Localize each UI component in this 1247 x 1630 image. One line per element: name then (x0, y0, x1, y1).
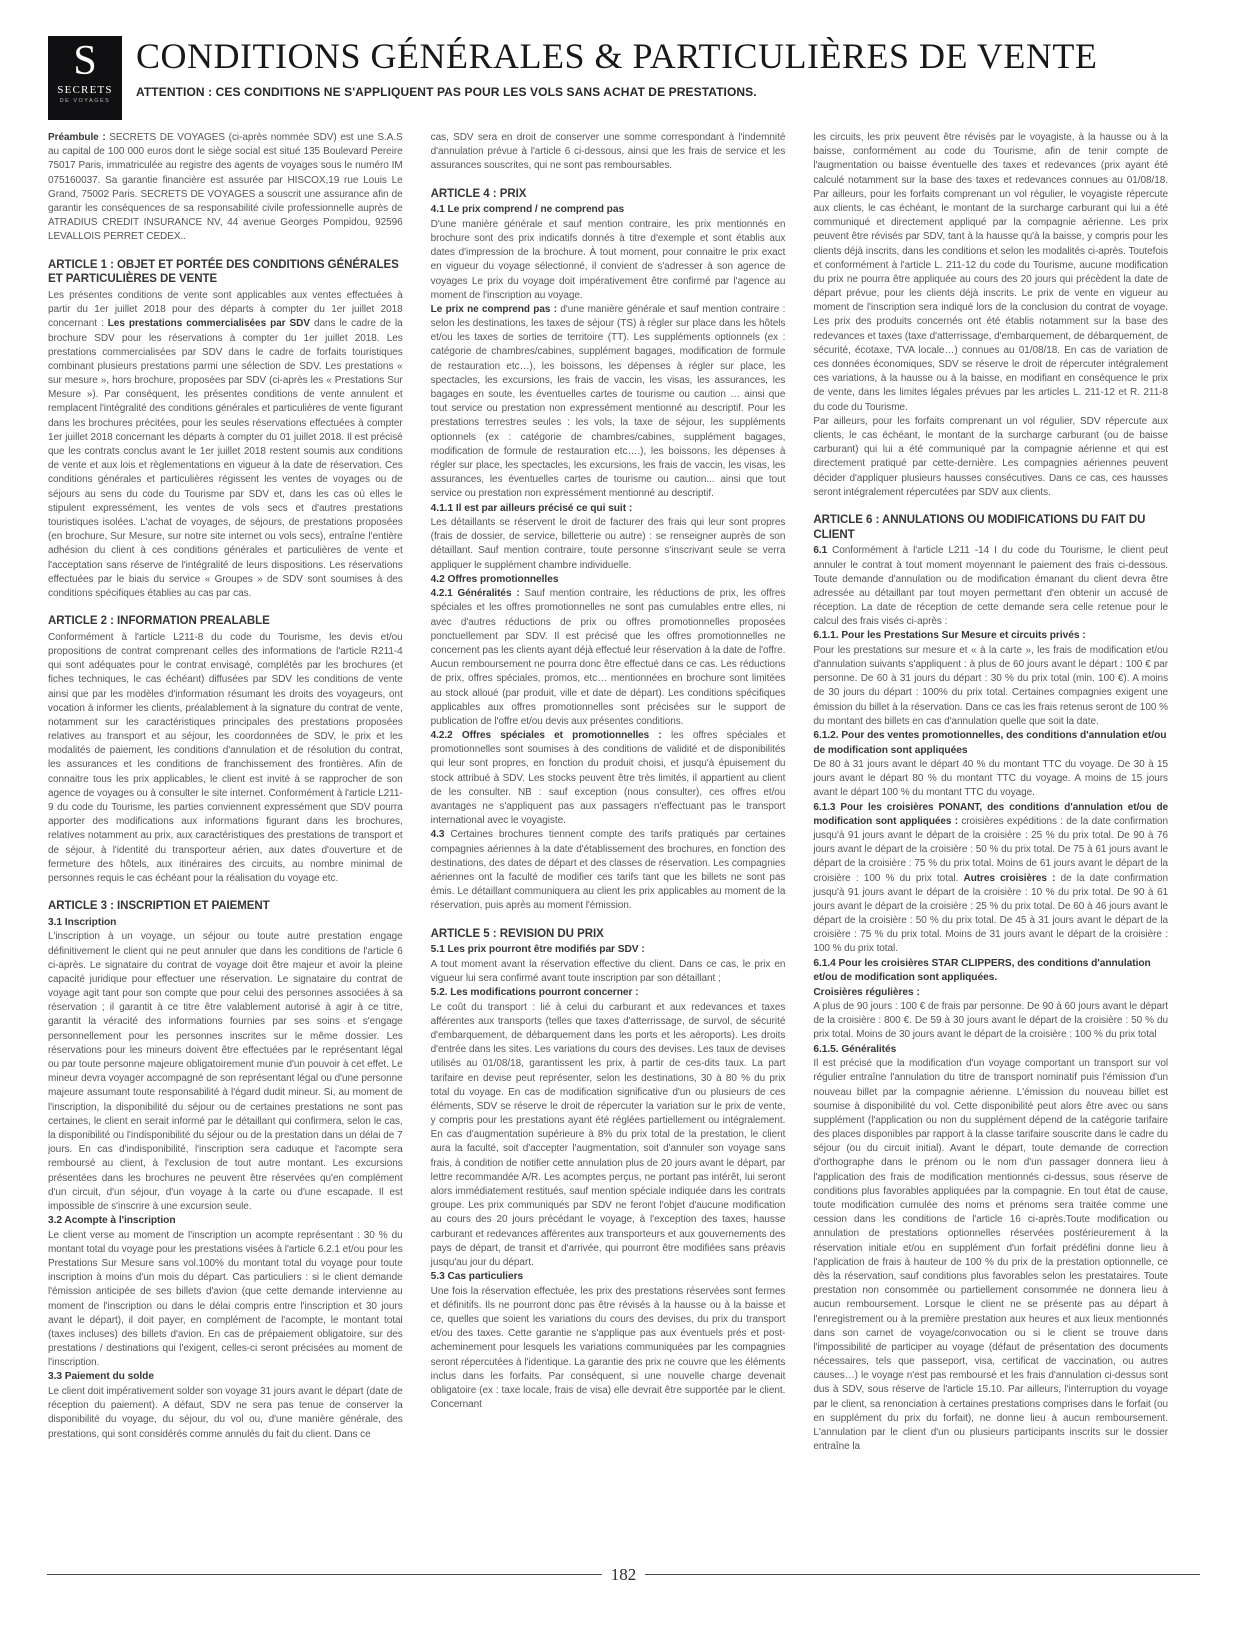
text-run: Croisières régulières : (813, 986, 920, 998)
page-header (48, 36, 1207, 120)
text-run: ARTICLE 2 : INFORMATION PREALABLE (48, 615, 270, 628)
text-run: 5.1 Les prix pourront être modifiés par SDV : (430, 944, 645, 956)
sub-heading (813, 1043, 1168, 1057)
sub-heading (431, 1270, 786, 1284)
bold-text-run: Préambule : (48, 132, 110, 143)
text-run: 6.1.5. Généralités (813, 1043, 897, 1055)
sub-heading (813, 986, 1168, 1000)
page-title: CONDITIONS GÉNÉRALES & PARTICULIÈRES DE VENTE (136, 36, 1098, 76)
article-heading (813, 513, 1168, 542)
paragraph (431, 303, 786, 502)
bold-text-run: 6.1 (813, 545, 833, 557)
text-run: Il est précisé que la modification d'un voyage comportant un transport sur vol régulier entraîne l'annulation du titre de transport nominatif puis l'émission d'un nouveau billet par la compagnie aérienne. L'émission du nouveau billet est soumise à disponibilité du vol. Cette disponibilité peut alors être avec ou sans supplément (l'application ou non du supplément dépend de la catégorie tarifaire des places disponibles par rapport à la classe tarifaire souscrite dans le cadre du séjour (ou du circuit initial). Avant le départ, toute demande de correction d'orthographe dans le prénom ou le nom d'un passager donnera lieu à l'application des frais de modification mentionnés ci-dessus, sous réserve de conditions plus favorables appliquées par la compagnie. En tout état de cause, toute modification cumulée des noms et prénoms sera traitée comme une cession dans les conditions de l'article 16 ci-après.Toute modification ou annulation de prestations optionnelles réservées postérieurement à la réservation initiale et/ou en supplément d'un forfait prédéfini donne lieu à l'application de frais à hauteur de 100 % du prix de la prestation optionnelle, ce dès la réservation, sauf conditions plus favorables selon les prestataires. Toute prestation non consommée ou partiellement consommée ne donnera lieu à aucun remboursement. Lorsque le client ne se présente pas au départ à l'enregistrement ou à la première prestation aux heures et aux lieux mentionnés dans son carnet de voyage/convocation ou si le client se trouve dans l'impossibilité de participer au voyage (défaut de présentation des documents nécessaires, tels que passeport, visa, certificat de vaccination, ou autres causes…) le voyage n'est pas remboursé et les frais d'annulation ci-dessus sont dus à SDV, sous réserve de l'article 15.10. Par ailleurs, l'interruption du voyage par le client, sa renonciation à certaines prestations comprises dans le forfait (ou en supplément du prix du forfait), ne donne lieu à aucun remboursement. L'annulation par le client d'un ou plusieurs participants inscrits sur le dossier entraîne la (813, 1058, 1168, 1453)
text-run: Par ailleurs, pour les forfaits comprenant un vol régulier, SDV répercute aux clients, le cas échéant, le montant de la surcharge carburant (ou de baisse carburant) qui lui a été communiqué par la compagnie aérienne et qui est directement pratiqué par cette-dernière. Les compagnies aériennes peuvent décider d'appliquer plusieurs hausses consécutives. Dans ce cas, ces hausses seront intégralement répercutées par SDV aux clients. (813, 415, 1168, 498)
logo-brand-subtitle: DE VOYAGES (59, 98, 111, 104)
text-run: 4.1.1 Il est par ailleurs précisé ce qui suit : (430, 502, 633, 514)
text-run: A plus de 90 jours : 100 € de frais par personne. De 90 à 60 jours avant le départ de la croisière : 800 €. De 59 à 30 jours avant le départ de la croisière : 50 % du prix total. Moins de 30 jours avant le départ de la croisière : 100 % du prix total (813, 1001, 1168, 1041)
text-run: Une fois la réservation effectuée, les prix des prestations réservées sont fermes et définitifs. Ils ne pourront donc pas être révisés à la hausse ou à la baisse et ce, quelles que soient les variations du cours des devises, du prix du transport et/ou des taxes. Cette garantie ne s'applique pas aux éventuels prés et post-acheminement pour lesquels les variations communiquées par les compagnies seront répercutées à l'identique. La garantie des prix ne couvre que les éléments inclus dans les forfaits. Par conséquent, si une nouvelle charge devenait obligatoire (ex : taxe locale, frais de visa) elle devrait être supportée par le client. Concernant (430, 1285, 786, 1411)
bold-text-run: 4.3 (430, 829, 451, 841)
sub-heading (813, 629, 1168, 643)
text-run: 6.1.4 Pour les croisières STAR CLIPPERS, des conditions d'annulation et/ou de modification sont appliquées. (813, 957, 1151, 984)
page-footer (47, 1566, 1200, 1583)
text-run: 6.1.1. Pour les Prestations Sur Mesure et circuits privés : (813, 630, 1086, 642)
text-run: 3.3 Paiement du solde (48, 1371, 154, 1383)
text-run: 3.2 Acompte à l'inscription (48, 1215, 176, 1227)
text-run: 3.1 Inscription (48, 916, 117, 928)
paragraph (431, 958, 786, 986)
text-run: d'une manière générale et sauf mention contraire : selon les destinations, les taxes de séjour (TS) à régler sur place dans les hôtels et/ou les taxes de sorties de territoire (TT). Les suppléments optionnels (ex : catégorie de chambres/cabines, supplément bagages, modification de formule de restauration etc…), les boissons, les dépenses à régler sur place, les spectacles, les excursions, les frais de vaccin, les visas, les assurances, les bagages en soute, les éventuelles cartes de tourisme ou caution … ainsi que tout service ou prestation non expressément mentionné au descriptif. Pour les prestations terrestres seules : les vols, la taxe de séjour, les suppléments optionnels (ex : catégorie de chambres/cabines, supplément bagages, modification de formule de restauration etc….), les boissons, les dépenses à régler sur place, les spectacles, les excursions, les frais de vaccin, les visas, les assurances, les éventuelles cartes de tourisme ou caution... ainsi que tout service ou prestation non expressément mentionné au descriptif. (430, 303, 786, 500)
paragraph (431, 587, 786, 729)
text-run: A tout moment avant la réservation effective du client. Dans ce cas, le prix en vigueur lui sera confirmé avant toute inscription par son détaillant ; (430, 958, 786, 984)
article-heading (48, 899, 403, 914)
text-run: Conformément à l'article L211 -14 I du code du Tourisme, le client peut annuler le contrat à tout moment moyennant le paiement des frais ci-dessous. Toute demande d'annulation ou de modification émanant du client devra être adressée au détaillant par tout moyen permettant d'en obtenir un accusé de réception. La date de réception de cette demande sera celle retenue pour le calcul des frais visés ci-après : (813, 545, 1168, 628)
text-run: Le client verse au moment de l'inscription un acompte représentant : 30 % du montant total du voyage pour les prestations visées à l'article 6.2.1 et/ou pour les Prestations Sur Mesure sans vol.100% du montant total du voyage pour toute inscription à moins d'un mois du départ. Cas particuliers : si le client demande l'émission anticipée de ses billets d'avion (que cette demande intervienne au moment de l'inscription ou dans le délai compris entre l'inscription et 30 jours avant le départ), il doit payer, en complément de l'acompte, le montant total (taxes incluses) des billets d'avion. En cas de prépaiement obligatoire, sur des prestations / destinations qui l'exigent, celles-ci seront précisées au moment de l'inscription. (48, 1229, 403, 1369)
page-number: 182 (610, 1565, 637, 1584)
text-run: 6.1.2. Pour des ventes promotionnelles, des conditions d'annulation et/ou de modification sont appliquées (813, 730, 1167, 756)
bold-text-run: Les prestations commercialisées par SDV (107, 318, 310, 330)
paragraph (48, 1385, 403, 1442)
article-heading (48, 258, 403, 287)
attention-notice: ATTENTION : CES CONDITIONS NE S'APPLIQUENT PAS POUR LES VOLS SANS ACHAT DE PRESTATIONS. (136, 85, 757, 99)
logo-brand-name: SECRETS (57, 84, 113, 96)
text-run: L'inscription à un voyage, un séjour ou toute autre prestation engage définitivement le client qui ne peut annuler que dans les conditions de l'article 6 ci-après. Le signataire du contrat de voyage doit être majeur et avoir la pleine capacité juridique pour effectuer une réservation. Le signataire du contrat de voyage agit tant pour son compte que pour celui des personnes associées à sa réservation ; il garantit à ce titre être valablement autorisé à agir à ce titre, garantit la véracité des informations fournies par ses soins et s'engage personnellement pour les personnes inscrites sur le même dossier. Les réservations pour les mineurs doivent être effectuées par le représentant légal ou par toute personne majeure obligatoirement munie d'un pouvoir à cet effet. Le mineur devra voyager accompagné de son représentant légal ou d'une personne majeure assumant toute responsabilité à l'égard dudit mineur. Si, au moment de l'inscription, la disponibilité du séjour ou de certaines prestations ne sont pas certaines, le client en serait informé par le détaillant qui confirmera, selon le cas, la disponibilité ou l'indisponibilité du séjour ou de la prestation dans un délai de 7 jours. En cas d'indisponibilité, l'inscription sera caduque et l'acompte sera remboursé au client, à l'exclusion de tout autre montant. Les excursions présentées dans les brochures ne peuvent être réservées qu'en complément d'un circuit, d'un séjour, d'un voyage à la carte ou d'une escapade. Il est impossible de s'inscrire à une excursion seule. (48, 931, 403, 1212)
text-run: Conformément à l'article L211-8 du code du Tourisme, les devis et/ou propositions de contrat comprenant celles des informations de l'article R211-4 qui sont adéquates pour le contrat envisagé, complétés par les brochures (et fiches techniques, le cas échéant) diffusées par SDV les conditions de vente ainsi que par les modèles d'information résumant les droits des voyageurs, ont vocation à informer les clients, préalablement à la signature du contrat de vente, notamment sur les caractéristiques principales des prestations proposées relatives au transport et au séjour, les coordonnées de SDV, le prix et les modalités de paiement, les conditions d'annulation et de résolution du contrat, les assurances et les conditions de franchissement des frontières. Afin de connaitre tous les prix applicables, le client est invité à se rapprocher de son agence de voyages ou à consulter le site internet. Conformément à l'article L211-9 du code du Tourisme, les parties conviennent expressément que SDV pourra apporter des modifications aux informations figurant dans les brochures, relatives notamment au prix, aux caractéristiques des prestations de transport et de séjour, à l'identité du transporteur aérien, aux dates d'ouverture et de fermeture des hôtels, aux itinéraires des circuits, au nombre minimal de personnes requis le cas échéant pour la réalisation du voyage etc. (48, 631, 403, 884)
article-heading (431, 927, 786, 942)
sub-heading (431, 986, 786, 1000)
paragraph (813, 801, 1168, 957)
text-run: Le client doit impérativement solder son voyage 31 jours avant le départ (date de réception du paiement). A défaut, SDV ne sera pas tenue de conserver la disponibilité du voyage, du séjour, du vol ou, d'une manière générale, des prestations, qui sont considérés comme annulés du fait du client. Dans ce (48, 1385, 403, 1440)
logo-s-glyph: S (73, 38, 97, 84)
text-run: SECRETS DE VOYAGES (ci-après nommée SDV) est une S.A.S au capital de 100 000 euros dont le siège social est situé 135 Boulevard Pereire 75017 Paris, immatriculée au registre des agents de voyages sous le numéro IM 075160037. Sa garantie financière est assurée par HISCOX,19 rue Louis Le Grand, 75002 Paris. SECRETS DE VOYAGES a souscrit une assurance afin de garantir les conséquences de sa responsabilité civile professionnelle auprès de ATRADIUS CREDIT INSURANCE NV, 44 avenue Georges Pompidou, 92596 LEVALLOIS PERRET CEDEX.. (48, 132, 403, 243)
paragraph (431, 828, 786, 913)
text-run: ARTICLE 4 : PRIX (430, 187, 527, 200)
sub-heading (431, 573, 786, 587)
text-run: ARTICLE 5 : REVISION DU PRIX (430, 927, 604, 940)
sub-heading (813, 729, 1168, 758)
bold-text-run: 6.1.3 Pour les croisières PONANT, des conditions d'annulation et/ou de modification sont appliquées : (813, 801, 1168, 827)
bold-text-run: 4.2.2 Offres spéciales et promotionnelles : (430, 730, 671, 742)
footer-rule-left (47, 1574, 602, 1575)
text-run: D'une manière générale et sauf mention contraire, les prix mentionnés en brochure sont des prix indicatifs donnés à titre d'exemple et sont établis aux dates d'impression de la brochure. À tout moment, pour connaitre le prix exact en vigueur du voyage sélectionné, il convient de s'adresser à son agence de voyages Le prix du voyage doit impérativement être confirmé par l'agence au moment de l'inscription au voyage. (430, 218, 786, 301)
paragraph (431, 131, 786, 174)
text-run: dans le cadre de la brochure SDV pour les réservations à compter du 1er juillet 2018. Les prestations commercialisées par SDV dans le cadre de forfaits touristiques combinant plusieurs prestations parmi une sélection de SDV. Les prestations « sur mesure », hors brochure, proposées par SDV (ci-après les « Prestations Sur Mesure »). Par conséquent, les présentes conditions de vente annulent et remplacent l'intégralité des conditions générales et particulières de vente figurant dans les brochures précitées, pour les seules réservations effectuées à compter 1er juillet 2018 concernant les départs à compter du 01 juillet 2018. Il est précisé que les contrats conclus avant le 1er juillet 2018 restent soumis aux conditions de vente et aux lois et règlementations en vigueur à la date de réservation. Ces conditions générales et particulières régissent les ventes de voyages ou de séjours au sens du code du Tourisme par SDV et, dans les cas où elles le stipulent expressément, les ventes de vols secs et d'autres prestations touristiques isolées. L'achat de voyages, de séjours, de prestations proposées (en brochure, Sur Mesure, sur notre site internet ou vols secs), entraîne l'entière adhésion du client à ces conditions générales et particulières de vente et l'acceptation sans réserve de l'intégralité de leurs dispositions. Les réservations effectuées par le biais du service « Groupes » de SDV sont soumises à des conditions spécifiques établies au cas par cas. (48, 318, 403, 599)
paragraph (431, 1001, 786, 1271)
paragraph (48, 1229, 403, 1371)
paragraph (431, 729, 786, 828)
text-column-3 (813, 131, 1168, 1556)
text-run: de la date confirmation jusqu'à 91 jours avant le départ de la croisière : 10 % du prix total. De 90 à 61 jours avant le départ de la croisière : 25 % du prix total. De 60 à 46 jours avant le départ de la croisière : 50 % du prix total. De 45 à 31 jours avant le départ de la croisière : 75 % du prix total. Moins de 31 jours avant le départ de la croisière : 100 % du prix total. (813, 872, 1168, 955)
text-run: les offres spéciales et promotionnelles sont soumises à des conditions de validité et de disponibilités qui leur sont propres, en fonction du produit choisi, et jusqu'à épuisement du stock attribué à SDV. Les stocks peuvent être très limités, il appartient au client de les consulter. NB : sauf exception (nous consulter), ces offres et/ou avantages ne s'appliquent pas aux passagers n'effectuant pas le transport international avec le voyagiste. (430, 730, 786, 827)
sub-heading (48, 1214, 403, 1228)
text-run: Les présentes conditions de vente sont applicables aux ventes effectuées à partir du 1er juillet 2018 pour des départs à compter du 1er juillet 2018 concernant : (48, 289, 403, 330)
text-run: cas, SDV sera en droit de conserver une somme correspondant à l'indemnité d'annulation prévue à l'article 6 ci-dessous, ainsi que les frais de service et les assurances souscrites, qui ne sont pas remboursables. (430, 132, 786, 172)
text-run: 5.3 Cas particuliers (430, 1271, 524, 1283)
sub-heading (431, 203, 786, 217)
paragraph (48, 930, 403, 1214)
secrets-de-voyages-logo (48, 36, 122, 120)
sub-heading (813, 957, 1168, 986)
footer-rule-right (645, 1574, 1200, 1575)
conditions-text-body (48, 131, 1168, 1556)
text-run: Les détaillants se réservent le droit de facturer des frais qui leur sont propres (frais de dossier, de service, billetterie ou autre) : se renseigner auprès de son détaillant. Sauf mention contraire, toute personne s'inscrivant seule se verra appliquer le supplément chambre individuelle. (430, 517, 786, 571)
text-run: ARTICLE 3 : INSCRIPTION ET PAIEMENT (48, 900, 270, 913)
paragraph (431, 516, 786, 573)
text-run: 4.2 Offres promotionnelles (430, 573, 559, 585)
bold-text-run: 4.2.1 Généralités : (430, 588, 525, 600)
paragraph (48, 289, 403, 601)
paragraph (813, 758, 1168, 801)
text-run: les circuits, les prix peuvent être révisés par le voyagiste, à la hausse ou à la baisse, conformément au code du Tourisme, afin de tenir compte de l'augmentation ou baisse éventuelle des taxes et redevances (prix ayant été calculé notamment sur la base des taxes et redevances connues au 01/08/18. Par ailleurs, pour les forfaits comprenant un vol régulier, le voyagiste répercute aux clients, le cas échéant, le montant de la surcharge carburant qui lui a été communiqué et directement appliqué par la compagnie aérienne. Les prix peuvent être révisés par SDV, tant à la hausse qu'à la baisse, y compris pour les clients déjà inscrits, dans les conditions et selon les modalités ci-après. Toutefois et conformément à l'article L. 211-12 du code du Tourisme, aucune modification du prix ne pourra être appliquée au cours des 20 jours qui précèdent la date de départ prévue, pour les clients déjà inscrits. Le prix de vente en vigueur au moment de l'inscription sera indiqué lors de la conclusion du contrat de voyage. Les prix des produits concernés ont été établis notamment sur la base des redevances et taxes (taxe d'atterrissage, d'embarquement, de débarquement, de sécurité, écotaxe, TVA locale…) connues au 01/08/18. En cas de variation de ces données économiques, SDV se réserve le droit de répercuter intégralement ces variations, à la hausse ou à la baisse, en modifiant en conséquence le prix de vente, dans les limites légales prévues par les articles L. 211-12 et R. 211-8 du code du Tourisme. (813, 132, 1168, 413)
paragraph (813, 644, 1168, 729)
text-run: ARTICLE 1 : OBJET ET PORTÉE DES CONDITIONS GÉNÉRALES ET PARTICULIÈRES DE VENTE (48, 258, 399, 286)
paragraph (813, 1000, 1168, 1043)
text-column-1 (48, 131, 403, 1556)
paragraph (48, 631, 403, 886)
bold-text-run: Autres croisières : (963, 872, 1061, 884)
text-run: Sauf mention contraire, les réductions de prix, les offres spéciales et les offres promotionnelles ne sont pas cumulables entre elles, ni avec d'autres réductions de prix ou offres promotionnelles proposées ponctuellement par SDV. Il est précisé que les offres promotionnelles ne concernent pas les clients ayant déjà effectué leur réservation à la date de l'offre. Aucun remboursement ne pourra donc être effectué dans ce cas. Les réductions de prix, offres spéciales, promos, etc… mentionnées en brochure sont limitées au stock alloué (par produit, ville et date de départ). Les conditions spécifiques applicables aux offres promotionnelles sont précisées sur le support de publication de l'offre et/ou devis aux présentes conditions. (430, 588, 786, 727)
paragraph (48, 131, 403, 245)
paragraph (813, 131, 1168, 415)
header-text (136, 36, 1097, 99)
article-heading (48, 614, 403, 629)
text-run: ARTICLE 6 : ANNULATIONS OU MODIFICATIONS DU FAIT DU CLIENT (813, 513, 1146, 541)
text-run: Le coût du transport : lié à celui du carburant et aux redevances et taxes afférentes aux transports (telles que taxes d'atterrissage, de survol, de sécurité d'embarquement, de débarquement dans les ports et les aéroports). Les droits d'entrée dans les sites. Les variations du cours des devises. Les taux de devises utilisés au 01/08/18, garantissent les prix, à partir de ces-dits taux. La part tarifaire en devise peut représenter, selon les destinations, 30 à 80 % du prix total du voyage. En cas de modification significative d'un ou plusieurs de ces éléments, SDV se réserve le droit de répercuter la variation sur le prix de vente, y compris pour les prestations ayant été réglées partiellement ou intégralement. En cas d'augmentation supérieure à 8% du prix total de la prestation, le client aura la faculté, soit d'accepter l'augmentation, soit d'annuler son voyage sans frais, à condition de notifier cette annulation plus de 20 jours avant le départ, par lettre recommandée A/R. Les acomptes perçus, ne portant pas intérêt, lui seront alors immédiatement restitués, sauf mention spéciale indiquée dans les contrats groupe. Les prix communiqués par SDV ne feront l'objet d'aucune modification au cours des 20 jours précédant le voyage, à l'exception des taxes, hausse carburant et redevances afférentes aux transporteurs et aux gouvernements des pays de départ, de transit et d'arrivée, qui pourront être modifiées sans préavis jusqu'au jour du départ. (430, 1001, 786, 1268)
text-run: croisières expéditions : de la date confirmation jusqu'à 91 jours avant le départ de la croisière : 25 % du prix total. De 90 à 76 jours avant le départ de la croisière : 50 % du prix total. De 75 à 61 jours avant le départ de la croisière : 75 % du prix total. Moins de 61 jours avant le départ de la croisière : 100 % du prix total. (813, 815, 1168, 884)
paragraph (431, 218, 786, 303)
article-heading (431, 187, 786, 202)
paragraph (813, 1057, 1168, 1454)
sub-heading (48, 1370, 403, 1384)
text-column-2 (431, 131, 786, 1556)
bold-text-run: Le prix ne comprend pas : (430, 303, 561, 315)
sub-heading (431, 943, 786, 957)
paragraph (813, 415, 1168, 500)
text-run: Pour les prestations sur mesure et « à la carte », les frais de modification et/ou d'annulation suivants s'appliquent : à plus de 60 jours avant le départ : 100 € par personne. De 60 à 31 jours du départ : 30 % du prix total (min. 100 €). A moins de 30 jours du départ : 100% du prix total. Certaines compagnies exigent une émission du billet à la réservation. Dans ce cas les frais retenus seront de 100 % du montant des billets en cas d'annulation quelle que soit la date. (813, 644, 1168, 727)
text-run: 4.1 Le prix comprend / ne comprend pas (430, 204, 625, 216)
sub-heading (48, 916, 403, 930)
paragraph (813, 544, 1168, 629)
paragraph (431, 1285, 786, 1413)
text-run: Certaines brochures tiennent compte des tarifs pratiqués par certaines compagnies aériennes à la date d'établissement des brochures, en fonction des destinations, des dates de départ et des classes de réservation. Les compagnies aériennes ont la faculté de modifier ces tarifs tant que les billets ne sont pas émis. Le détaillant communiquera au client les prix applicables au moment de la réservation, puis après au moment l'émission. (430, 829, 786, 912)
text-run: 5.2. Les modifications pourront concerner : (430, 987, 639, 999)
sub-heading (431, 502, 786, 516)
text-run: De 80 à 31 jours avant le départ 40 % du montant TTC du voyage. De 30 à 15 jours avant le départ 80 % du montant TTC du voyage. A moins de 15 jours avant le départ 100 % du montant TTC du voyage. (813, 759, 1168, 799)
